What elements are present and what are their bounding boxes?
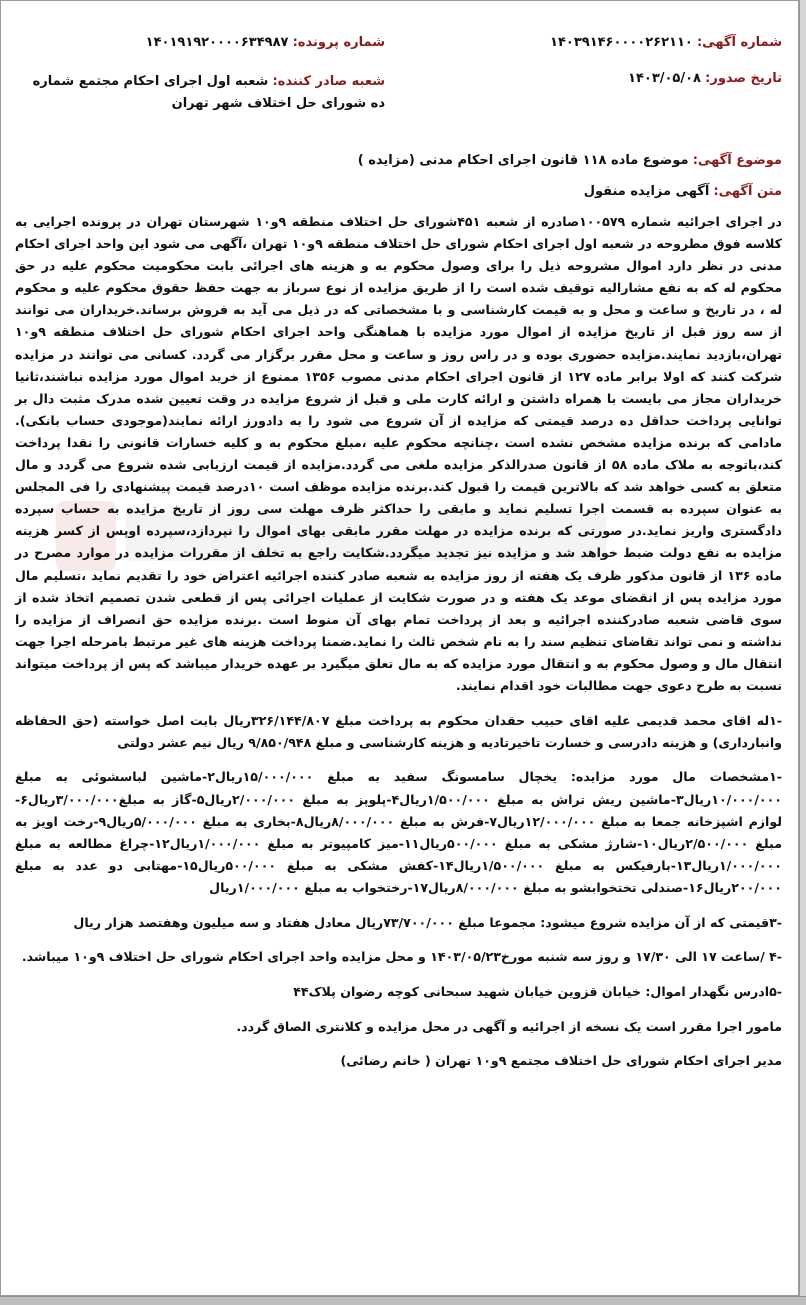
ad-number-label: شماره آگهی: xyxy=(696,35,782,50)
text-label-row xyxy=(15,184,782,199)
paragraph-time-place: -۴ /ساعت ۱۷ الی ۱۷/۳۰ و روز سه شنبه مورخ۱۴۰۳/۰۵/۲۳ و محل مزایده واحد اجرای احکام شورای حل اختلاف ۹و۱۰ میباشد. xyxy=(21,949,782,965)
subject-label: موضوع آگهی: xyxy=(692,153,782,168)
issue-date xyxy=(402,71,782,86)
subject-value: موضوع ماده ۱۱۸ قانون اجرای احکام مدنی (مزایده ) xyxy=(357,153,689,168)
header-row-1 xyxy=(15,35,782,65)
paragraph-officer: مامور اجرا مقرر است یک نسخه از اجرائیه و آگهی در محل مزایده و کلانتری الصاق گردد. xyxy=(236,1018,782,1034)
paragraph-judgment: -۱له اقای محمد قدیمی علیه اقای حبیب حقدان محکوم به پرداخت مبلغ ۳۲۶/۱۴۴/۸۰۷ریال بابت اصل خواسته (حق الحفاظه وانبارداری) و هزینه دادرسی و خسارت تاخیرتادیه و هزینه کارشناسی و مبلغ ۹/۸۵۰/۹۴۸ ریال نیم عشر دولتی xyxy=(15,712,782,750)
issuer xyxy=(15,71,385,115)
text-label: متن آگهی: xyxy=(713,184,782,199)
issue-date-value: ۱۴۰۳/۰۵/۰۸ xyxy=(628,71,701,86)
paragraph-start-price: -۳قیمتی که از آن مزایده شروع میشود: مجموعا مبلغ ۷۳/۷۰۰/۰۰۰ریال معادل هفتاد و سه میلیون وهفتصد هزار ریال xyxy=(73,914,782,930)
case-number xyxy=(15,35,385,50)
header-row-2 xyxy=(15,71,782,131)
issue-date-label: تاریخ صدور: xyxy=(705,71,782,86)
paragraph-address: -۵ادرس نگهدار اموال: خیابان قزوین خیابان شهید سبحانی کوچه رضوان پلاک۴۴ xyxy=(293,983,782,999)
issuer-value: شعبه اول اجرای احکام مجتمع شماره ده شورای حل اختلاف شهر تهران xyxy=(32,74,385,111)
subject-row xyxy=(15,153,782,168)
ad-number-value: ۱۴۰۳۹۱۴۶۰۰۰۰۲۶۲۱۱۰ xyxy=(550,35,693,50)
paragraph-items: -۱مشخصات مال مورد مزایده: یخچال سامسونگ سفید به مبلغ ۱۵/۰۰۰/۰۰۰ریال۲-ماشین لباسشوئی به مبلغ ۱۰/۰۰۰/۰۰۰ریال۳-ماشین ریش تراش به مبلغ ۱/۵۰۰/۰۰۰ریال۴-پلوپز به مبلغ ۲/۰۰۰/۰۰۰ریال۵-گاز به مبلغ۳/۰۰۰/۰۰۰ریال۶-لوازم اشپزخانه جمعا به مبلغ ۱۲/۰۰۰/۰۰۰ریال۷-فرش به مبلغ ۸/۰۰۰/۰۰۰ریال۸-بخاری به مبلغ ۵/۰۰۰/۰۰۰ریال۹-رخت اویز به مبلغ ۲/۵۰۰/۰۰۰ریال۱۰-شارژ مشکی به مبلغ ۵۰۰/۰۰۰ریال۱۱-میز کامپیوتر به مبلغ ۱/۰۰۰/۰۰۰ریال۱۲-چراغ مطالعه به مبلغ ۱/۰۰۰/۰۰۰ریال۱۳-بارفیکس به مبلغ ۱/۵۰۰/۰۰۰ریال۱۴-کفش مشکی به مبلغ ۵۰۰/۰۰۰ریال۱۵-مهتابی دو عدد به مبلغ ۲۰۰/۰۰۰ریال۱۶-صندلی تختخوابشو به مبلغ ۸/۰۰۰/۰۰۰ریال۱۷-رختخواب به مبلغ ۱/۰۰۰/۰۰۰ریال xyxy=(15,769,782,895)
paragraph-signature: مدیر اجرای احکام شورای حل اختلاف مجتمع ۹و۱۰ تهران ( خانم رضائی) xyxy=(340,1053,782,1069)
main-paragraph: در اجرای اجرائیه شماره ۱۰۰۵۷۹صادره از شعبه ۴۵۱شورای حل اختلاف منطقه ۹و۱۰ شهرستان تهران در پرونده اجرایی به کلاسه فوق مطروحه در شعبه اول اجرای احکام شورای حل اختلاف منطقه ۹و۱۰ تهران ،آگهی می شود این واحد اجرای احکام مدنی در نظر دارد اموال مشروحه ذیل را برای وصول محکوم به و هزینه های اجرائی بابت محکومیت محکوم علیه در حق محکوم له که به نفع مشارالیه توقیف شده است را از طریق مزایده از نوع سرباز به جهت حفظ حقوق محکوم علیه و محکوم له ، در تاریخ و ساعت و محل و به قیمت کارشناسی و با مشخصاتی که در ذیل می آید به فروش برساند.خریداران می توانند از سه روز قبل از تاریخ مزایده از اموال مورد مزایده با هماهنگی واحد اجرای احکام شورای حل اختلاف منطقه ۹و۱۰ تهران،بازدید نمایند.مزایده حضوری بوده و در راس روز و ساعت و محل مقرر برگزار می گردد. کسانی می توانند در مزایده شرکت کنند که اولا برابر ماده ۱۲۷ از قانون اجرای احکام مدنی مصوب ۱۳۵۶ ممنوع از خرید اموال مورد مزایده نباشند،ثانیا خریداران مجاز می بایست با همراه داشتن و ارائه کارت ملی و قبل از شروع مزایده در وقت تعیین شده مدرک مثبت دال بر توانایی پرداخت حداقل ده درصد قیمتی که مزایده از آن شروع می شود را به دادورز ارائه نمایند(موجودی حساب بانکی). مادامی که برنده مزایده مشخص نشده است ،چنانچه محکوم علیه ،مبلغ محکوم به و کلیه خسارات قانونی را نقدا پرداخت کند،باتوجه به ملاک ماده ۵۸ از قانون صدرالذکر مزایده ملغی می گردد.مزایده از قیمت ارزیابی شده شروع می گردد و مال متعلق به کسی خواهد شد که بالاترین قیمت را قبول کند.برنده مزایده موظف است ۱۰درصد قیمت پیشنهادی را فی المجلس به عنوان سپرده به قسمت اجرا تسلیم نماید و مابقی را حداکثر ظرف مهلت سی روز از تاریخ مزایده به حساب سپرده دادگستری واریز نماید.در صورتی که برنده مزایده در مهلت مقرر مابقی بهای اموال را نپردازد،سپرده اوپس از کسر هزینه مزایده به نفع دولت ضبط خواهد شد و مزایده نیز تجدید میگردد.شکایت راجع به تخلف از مقررات مزایده در موارد مصرح در ماده ۱۳۶ از قانون مذکور ظرف یک هفته از روز مزایده به شعبه صادر کننده اجرائیه اعتراض خود را تقدیم نماید ،تسلیم مال مورد مزایده پس از انقضای موعد یک هفته و در صورت شکایت از عملیات اجرائی پس از قطعی شدن تصمیم اتخاذ شده از سوی قاضی شعبه صادرکننده اجرائیه و بعد از پرداخت تمام بهای آن منوط است .برنده مزایده حق انصراف از مزایده را نداشته و نمی تواند تقاضای تنظیم سند را به نام شخص ثالث را نماید.ضمنا پرداخت هزینه های غیر مرتبط بامرحله اجرا جهت انتقال مال و وصول محکوم به و انتقال مورد مزایده که به مال تعلق میگیرد بر عهده خریدار میباشد که پس از پرداخت میتواند نسبت به طرح دعوی جهت مطالبات خود اقدام نمایند. xyxy=(15,214,782,693)
text-title: آگهی مزایده منقول xyxy=(583,184,710,199)
vertical-scrollbar[interactable] xyxy=(799,0,806,1296)
issuer-label: شعبه صادر کننده: xyxy=(272,74,385,89)
ad-number xyxy=(402,35,782,50)
case-number-value: ۱۴۰۱۹۱۹۲۰۰۰۰۶۳۴۹۸۷ xyxy=(145,35,289,50)
case-number-label: شماره پرونده: xyxy=(292,35,385,50)
document-content xyxy=(15,1,782,1085)
